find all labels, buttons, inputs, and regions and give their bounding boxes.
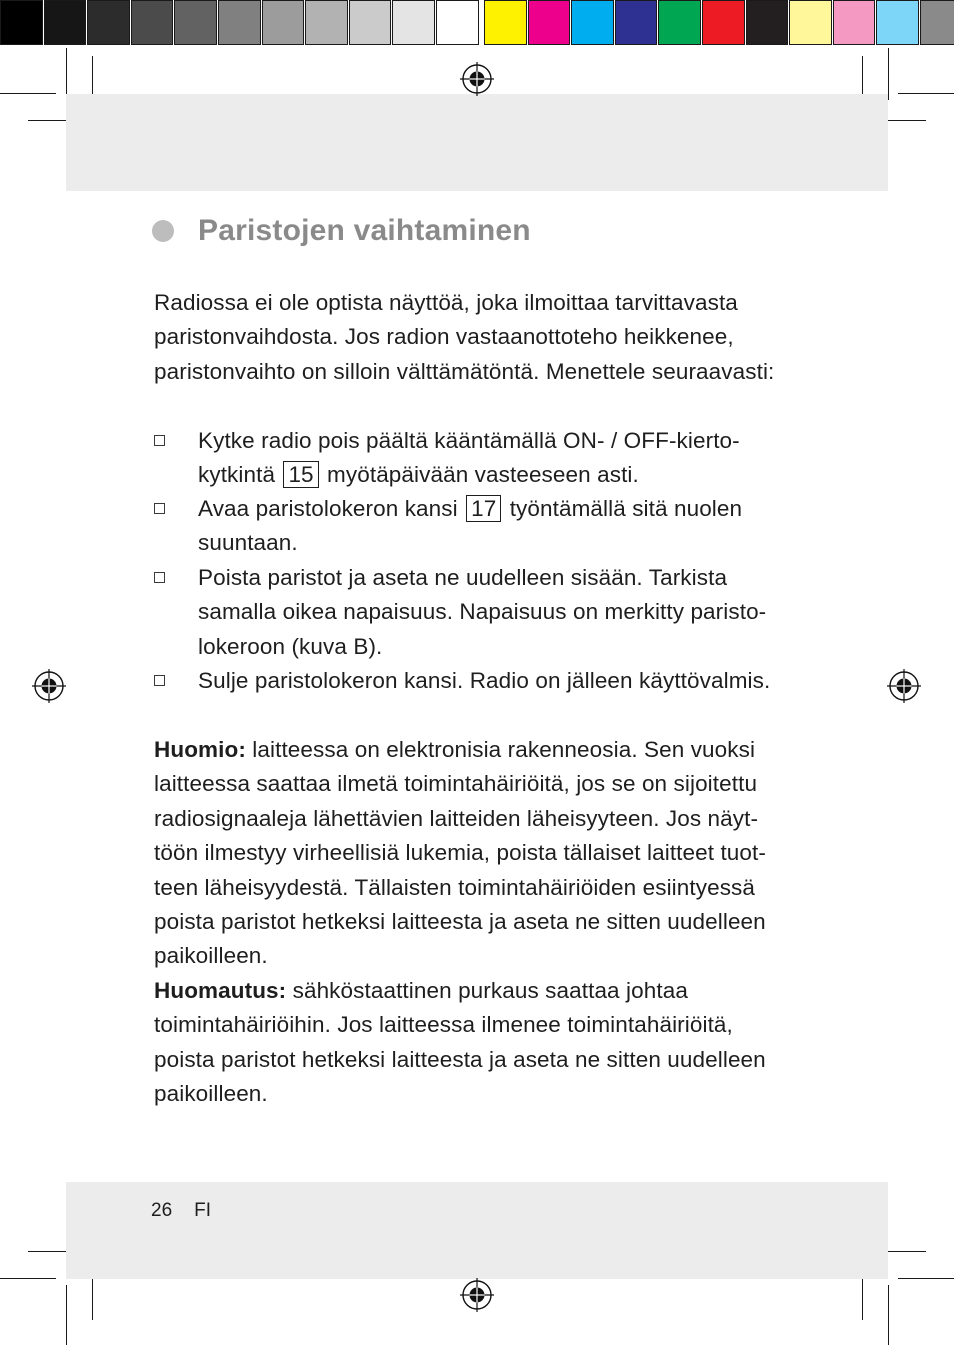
color-swatch	[789, 0, 832, 45]
text-line: Huomautus: sähköstaattinen purkaus saattaa johtaa	[154, 977, 688, 1003]
color-swatch	[484, 0, 527, 45]
text-line: Kytke radio pois päältä kääntämällä ON- / OFF-kierto-	[198, 428, 740, 453]
reference-number: 15	[283, 461, 318, 488]
crop-mark	[898, 1278, 954, 1279]
color-swatch	[876, 0, 919, 45]
color-swatch	[436, 0, 479, 45]
color-swatch	[174, 0, 217, 45]
step-item	[154, 492, 742, 561]
language-code: FI	[194, 1200, 212, 1221]
page-footer	[151, 1200, 233, 1222]
text-line: Poista paristot ja aseta ne uudelleen sisään. Tarkista	[198, 565, 728, 590]
section-title: Paristojen vaihtaminen	[198, 214, 531, 247]
text-line: toimintahäiriöihin. Jos laitteessa ilmenee toimintahäiriöitä,	[154, 1012, 733, 1038]
note-paragraph	[154, 733, 766, 1111]
registration-mark-icon	[459, 61, 495, 97]
text-line: paikoilleen.	[154, 943, 268, 969]
step-item	[154, 664, 770, 698]
text-line: poista paristot hetkeksi laitteesta ja aseta ne sitten uudelleen	[154, 909, 766, 935]
text-line: lokeroon (kuva B).	[198, 633, 383, 659]
crop-mark	[888, 1285, 889, 1345]
note-label: Huomio:	[154, 737, 246, 762]
color-swatch	[833, 0, 876, 45]
registration-mark-icon	[886, 668, 922, 704]
section-heading	[152, 206, 531, 256]
bullet-dot-icon	[152, 220, 174, 242]
color-swatch	[920, 0, 954, 45]
header-band	[66, 94, 888, 191]
color-swatch	[702, 0, 745, 45]
text-line: suuntaan.	[198, 530, 298, 556]
color-swatch	[658, 0, 701, 45]
text-line: Avaa paristolokeron kansi 17 työntämällä sitä nuolen	[198, 496, 743, 521]
text-line: töön ilmestyy virheellisiä lukemia, poista tällaiset laitteet tuot-	[154, 840, 766, 866]
reference-number: 17	[466, 495, 501, 522]
step-item	[154, 561, 766, 664]
text-line: teen läheisyydestä. Tällaisten toimintahäiriöiden esiintyessä	[154, 874, 756, 900]
color-swatch	[0, 0, 43, 45]
text-line: Sulje paristolokeron kansi. Radio on jälleen käyttövalmis.	[198, 668, 771, 693]
text-line: Radiossa ei ole optista näyttöä, joka ilmoittaa tarvittavasta	[154, 290, 738, 315]
page-number: 26	[151, 1200, 173, 1221]
text-line: radiosignaaleja lähettävien laitteiden läheisyyteen. Jos näyt-	[154, 805, 759, 831]
color-swatch	[305, 0, 348, 45]
crop-mark	[92, 1272, 93, 1320]
color-swatch	[262, 0, 305, 45]
crop-mark	[66, 1285, 67, 1345]
crop-mark	[862, 1272, 863, 1320]
color-swatch	[44, 0, 87, 45]
color-swatch	[392, 0, 435, 45]
crop-mark	[898, 93, 954, 94]
text-line: paikoilleen.	[154, 1081, 268, 1107]
text-line: paristonvaihto on silloin välttämätöntä. Menettele seuraavasti:	[154, 358, 775, 384]
checkbox-bullet-icon	[154, 572, 165, 583]
color-swatch	[571, 0, 614, 45]
color-swatch	[131, 0, 174, 45]
checkbox-bullet-icon	[154, 503, 165, 514]
text-line: laitteessa saattaa ilmetä toimintahäiriöitä, jos se on sijoitettu	[154, 771, 758, 797]
crop-mark	[66, 48, 67, 100]
color-swatch	[87, 0, 130, 45]
text-line: Huomio: laitteessa on elektronisia rakenneosia. Sen vuoksi	[154, 737, 756, 762]
color-swatch	[528, 0, 571, 45]
crop-mark	[888, 48, 889, 100]
text-line: poista paristot hetkeksi laitteesta ja aseta ne sitten uudelleen	[154, 1046, 766, 1072]
registration-mark-icon	[31, 668, 67, 704]
text-line: paristonvaihdosta. Jos radion vastaanottoteho heikkenee,	[154, 324, 734, 350]
intro-paragraph	[154, 286, 774, 389]
crop-mark	[0, 1278, 56, 1279]
footer-band	[66, 1182, 888, 1279]
text-line: samalla oikea napaisuus. Napaisuus on merkitty paristo-	[198, 599, 767, 625]
text-line: kytkintä 15 myötäpäivään vasteeseen asti.	[198, 462, 639, 488]
step-item	[154, 424, 740, 493]
color-swatch	[349, 0, 392, 45]
color-swatch	[615, 0, 658, 45]
registration-mark-icon	[459, 1277, 495, 1313]
crop-mark	[0, 93, 56, 94]
note-label: Huomautus:	[154, 977, 287, 1003]
checkbox-bullet-icon	[154, 675, 165, 686]
color-swatch	[746, 0, 789, 45]
checkbox-bullet-icon	[154, 435, 165, 446]
color-swatch	[218, 0, 261, 45]
